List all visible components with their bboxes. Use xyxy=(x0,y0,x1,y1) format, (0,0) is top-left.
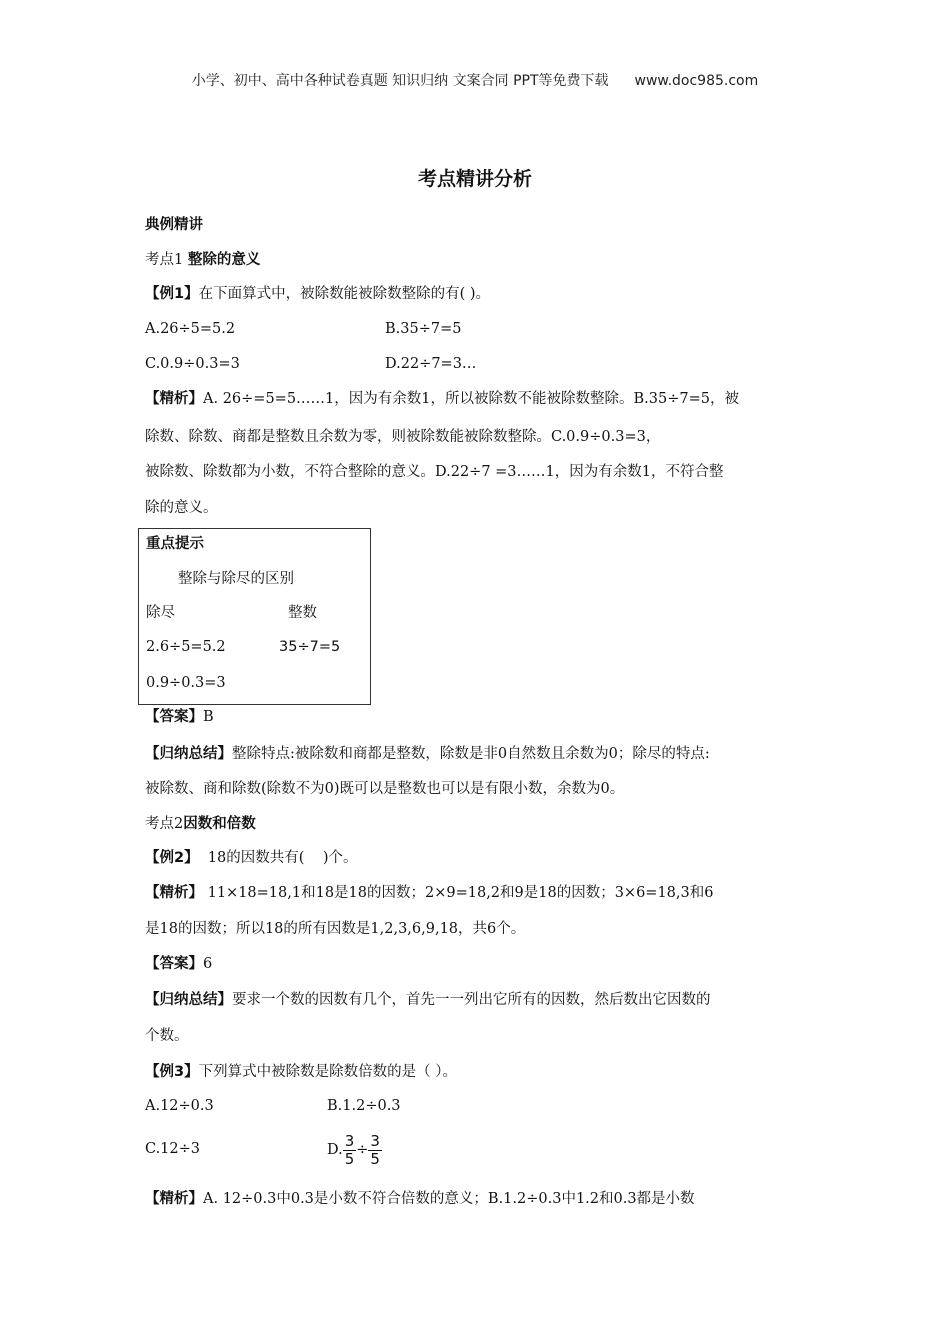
ex2-analysis-line1 xyxy=(145,876,825,910)
ex2-question-text: 18的因数共有( )个。 xyxy=(198,850,358,866)
ex1-option-a: A.26÷5=5.2 xyxy=(145,321,236,337)
ex2-analysis-tag: 【精析】 xyxy=(145,885,203,901)
ex3-analysis-tag: 【精析】 xyxy=(145,1191,203,1207)
sum1-tag: 【归纳总结】 xyxy=(145,746,232,762)
fraction-1-numerator: 3 xyxy=(344,1131,355,1150)
ex3-option-c: C.12÷3 xyxy=(145,1141,201,1157)
ex2-answer-value: 6 xyxy=(203,956,213,972)
header-text: 小学、初中、高中各种试卷真题 知识归纳 文案合同 PPT等免费下载 xyxy=(191,73,609,89)
kp2-name: 因数和倍数 xyxy=(183,816,256,832)
ex3-analysis-text: A. 12÷0.3中0.3是小数不符合倍数的意义；B.1.2÷0.3中1.2和0.3都是小数 xyxy=(203,1191,695,1207)
kp1-heading xyxy=(145,243,825,277)
ex1-analysis-line4: 除的意义。 xyxy=(145,500,218,516)
sum1-text1: 整除特点:被除数和商都是整数，除数是非0自然数且余数为0；除尽的特点: xyxy=(232,746,710,762)
ex1-option-b: B.35÷7=5 xyxy=(385,321,462,337)
sum2-tag: 【归纳总结】 xyxy=(145,992,232,1008)
sum2-line2: 个数。 xyxy=(145,1028,189,1044)
ex2-question xyxy=(145,841,825,875)
fraction-1-denominator: 5 xyxy=(344,1149,355,1168)
kp2-heading xyxy=(145,807,825,841)
ex1-answer-value: B xyxy=(203,709,214,725)
ex1-tag: 【例1】 xyxy=(145,286,199,302)
kp2-label: 考点2 xyxy=(145,816,184,832)
ex3-analysis xyxy=(145,1182,825,1216)
ex1-analysis-line2: 除数、除数、商都是整数且余数为零，则被除数能被除数整除。C.0.9÷0.3=3， xyxy=(145,429,661,445)
kp1-name: 整除的意义 xyxy=(187,252,261,268)
tip-box-col1-row2: 0.9÷0.3=3 xyxy=(146,675,226,691)
page-title: 考点精讲分析 xyxy=(417,168,532,190)
ex1-answer-tag: 【答案】 xyxy=(145,709,203,725)
tip-box-col1-header: 除尽 xyxy=(146,605,175,621)
sum1-line2: 被除数、商和除数(除数不为0)既可以是整数也可以是有限小数，余数为0。 xyxy=(145,781,625,797)
ex3-fraction-2 xyxy=(368,1133,382,1168)
tip-box-col1-row1: 2.6÷5=5.2 xyxy=(146,639,226,655)
ex1-answer xyxy=(145,700,825,734)
tip-box xyxy=(138,528,371,705)
ex3-tag: 【例3】 xyxy=(145,1064,199,1080)
ex1-options-row2 xyxy=(145,347,825,381)
ex2-tag: 【例2】 xyxy=(145,850,199,866)
tip-box-title: 重点提示 xyxy=(146,536,204,552)
ex2-answer xyxy=(145,947,825,981)
header-url[interactable]: www.doc985.com xyxy=(634,73,759,89)
kp1-label: 考点1 xyxy=(145,252,184,268)
section-heading: 典例精讲 xyxy=(145,217,203,233)
tip-box-col2-row1: 35÷7=5 xyxy=(279,639,341,655)
ex3-option-d-prefix: D. xyxy=(327,1142,343,1158)
fraction-2-numerator: 3 xyxy=(370,1131,380,1150)
ex1-analysis-line3: 被除数、除数都为小数，不符合整除的意义。D.22÷7 =3……1，因为有余数1，不符合整 xyxy=(145,464,724,480)
ex3-option-a: A.12÷0.3 xyxy=(145,1098,214,1114)
ex1-analysis-text1: A. 26÷=5=5……1，因为有余数1，所以被除数不能被除数整除。B.35÷7=5，被 xyxy=(203,391,739,407)
ex1-options-row1 xyxy=(145,312,825,346)
ex1-option-d: D.22÷7=3… xyxy=(385,356,477,372)
sum1-line1 xyxy=(145,737,825,771)
ex3-division-sign: ÷ xyxy=(356,1142,369,1158)
sum2-line1 xyxy=(145,983,825,1017)
ex3-options-row1 xyxy=(145,1089,825,1123)
ex3-question xyxy=(145,1055,825,1089)
ex2-analysis-text1: 11×18=18,1和18是18的因数；2×9=18,2和9是18的因数；3×6=18,3和6 xyxy=(203,885,714,901)
ex1-option-c: C.0.9÷0.3=3 xyxy=(145,356,240,372)
ex1-question xyxy=(145,277,825,311)
ex3-option-b: B.1.2÷0.3 xyxy=(327,1098,401,1114)
ex3-option-d xyxy=(327,1128,382,1172)
fraction-2-denominator: 5 xyxy=(370,1149,380,1168)
ex2-analysis-line2: 是18的因数；所以18的所有因数是1,2,3,6,9,18，共6个。 xyxy=(145,921,526,937)
sum2-text1: 要求一个数的因数有几个，首先一一列出它所有的因数，然后数出它因数的 xyxy=(232,992,711,1008)
ex1-analysis-tag: 【精析】 xyxy=(145,391,203,407)
ex3-fraction-1 xyxy=(343,1133,357,1168)
ex2-answer-tag: 【答案】 xyxy=(145,956,203,972)
tip-box-subtitle: 整除与除尽的区别 xyxy=(178,571,294,587)
page-header xyxy=(0,70,950,90)
tip-box-col2-header: 整数 xyxy=(288,605,317,621)
ex1-analysis-line1 xyxy=(145,382,825,416)
ex1-question-text: 在下面算式中，被除数能被除数整除的有( )。 xyxy=(198,286,491,302)
ex3-question-text: 下列算式中被除数是除数倍数的是（ ）。 xyxy=(198,1064,457,1080)
